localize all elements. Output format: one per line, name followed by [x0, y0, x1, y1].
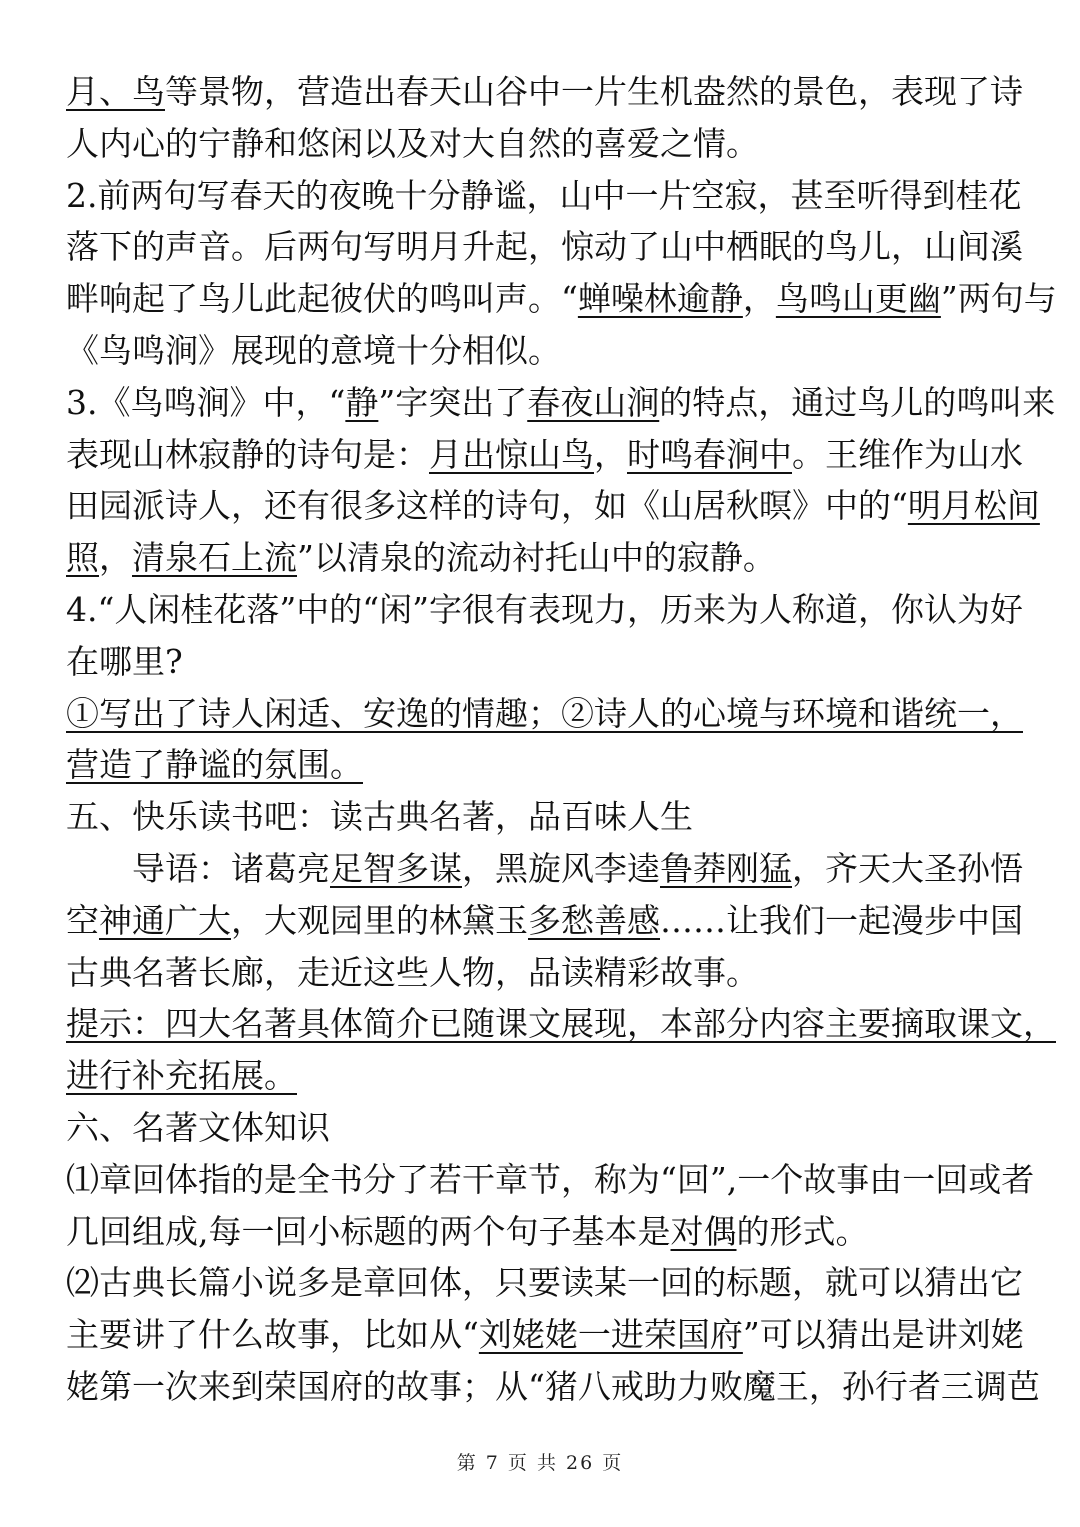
text-segment: 导语：诸葛亮 [132, 848, 330, 888]
underlined-answer: 鸟鸣山更幽 [775, 279, 941, 319]
underlined-answer: 神通广大 [99, 900, 231, 940]
text-segment: 人内心的宁静和悠闲以及对大自然的喜爱之情。 [66, 123, 759, 163]
text-line [66, 377, 1056, 429]
text-segment: 的特点，通过鸟儿的鸣叫来 [659, 382, 1056, 422]
text-line [66, 1361, 1040, 1413]
underlined-answer: 刘姥姥一进荣国府 [478, 1315, 743, 1355]
text-segment: 等景物，营造出春天山谷中一片生机盎然的景色，表现了诗 [165, 72, 1023, 111]
text-line [66, 947, 1016, 999]
text-line [66, 273, 1057, 325]
text-segment: 在哪里? [66, 641, 183, 681]
text-line [66, 532, 1016, 584]
underlined-answer: 多愁善感 [528, 900, 660, 940]
underlined-answer: 照 [66, 538, 99, 578]
text-line [66, 739, 1016, 791]
text-segment: 畔响起了鸟儿此起彼伏的鸣叫声。“ [66, 279, 578, 319]
text-segment: 空 [66, 900, 99, 940]
text-segment: 古典名著长廊，走近这些人物，品读精彩故事。 [66, 952, 759, 992]
text-segment: 的形式。 [736, 1211, 869, 1251]
underlined-answer: 鲁莽刚猛 [660, 848, 792, 888]
underlined-answer: 进行补充拓展。 [66, 1056, 297, 1096]
text-segment: 3.《鸟鸣涧》中，“ [66, 382, 346, 422]
underlined-answer: 月出惊山鸟 [429, 434, 594, 474]
text-segment: 提示：四大名著具体简介已随课文展现，本部分内容主要摘取课文， [66, 1004, 1056, 1044]
text-segment: 表现山林寂静的诗句是： [66, 434, 429, 474]
underlined-answer: 时鸣春涧中 [627, 434, 792, 474]
text-segment: ”字突出了 [378, 382, 528, 422]
text-line [66, 325, 1016, 377]
underlined-answer: 对偶 [670, 1211, 737, 1251]
underlined-answer: 足智多谋 [330, 848, 462, 888]
text-segment: ⑵古典长篇小说多是章回体，只要读某一回的标题，就可以猜出它 [66, 1263, 1023, 1303]
text-segment: 《鸟鸣涧》展现的意境十分相似。 [66, 330, 561, 370]
text-segment: ， [99, 538, 132, 578]
text-line [66, 688, 1023, 740]
text-segment: 落下的声音。后两句写明月升起，惊动了山中栖眠的鸟儿，山间溪 [66, 227, 1023, 267]
text-segment: ”以清泉的流动衬托山中的寂静。 [297, 538, 776, 578]
page-footer: 第 7 页 共 26 页 [456, 1452, 624, 1474]
text-line [66, 480, 1040, 532]
text-line [66, 118, 1016, 170]
underlined-answer: 蝉噪林逾静 [577, 279, 743, 319]
text-line [66, 998, 1056, 1050]
text-segment: ”两句与 [940, 279, 1057, 319]
text-segment: 4.“人闲桂花落”中的“闲”字很有表现力，历来为人称道，你认为好 [66, 589, 1023, 629]
text-segment: ①写出了诗人闲适、安逸的情趣；②诗人的心境与环境和谐统一， [66, 693, 1023, 733]
text-line [66, 1050, 1016, 1102]
text-segment: 主要讲了什么故事，比如从“ [66, 1315, 479, 1355]
document-body [66, 66, 1057, 1413]
text-line [66, 791, 1016, 843]
text-line [66, 895, 1023, 947]
text-line [66, 1102, 1016, 1154]
text-segment: ……让我们一起漫步中国 [660, 900, 1023, 940]
text-line [66, 1257, 1023, 1309]
text-segment: ， [594, 434, 627, 474]
text-segment: 五、快乐读书吧：读古典名著，品百味人生 [66, 797, 693, 837]
underlined-answer: 静 [345, 382, 379, 422]
underlined-answer: 营造了静谧的氛围。 [66, 745, 363, 785]
text-line [66, 221, 1023, 273]
text-line [66, 170, 1022, 222]
underlined-answer: 清泉石上流 [132, 538, 297, 578]
text-line [66, 429, 1023, 481]
text-segment: ”可以猜出是讲刘姥 [742, 1315, 1024, 1355]
text-line [66, 1309, 1024, 1361]
text-segment: ，黑旋风李逵 [462, 848, 660, 888]
underlined-answer: 月、鸟 [66, 72, 165, 111]
text-segment: ，大观园里的林黛玉 [231, 900, 528, 940]
text-line [66, 843, 1023, 895]
text-segment: 几回组成,每一回小标题的两个句子基本是 [66, 1211, 671, 1251]
text-line [66, 1154, 1035, 1206]
underlined-answer: 明月松间 [907, 486, 1040, 526]
text-segment: 田园派诗人，还有很多这样的诗句，如《山居秋暝》中的“ [66, 486, 908, 526]
text-segment: 2.前两句写春天的夜晚十分静谧，山中一片空寂，甚至听得到桂花 [66, 175, 1022, 215]
text-line [66, 636, 1016, 688]
text-line [66, 584, 1023, 636]
text-segment: 六、名著文体知识 [66, 1107, 330, 1147]
underlined-answer: 春夜山涧 [527, 382, 660, 422]
text-line [66, 1206, 1016, 1258]
text-segment: 姥第一次来到荣国府的故事；从“猪八戒助力败魔王，孙行者三调芭 [66, 1366, 1040, 1406]
text-line [66, 66, 1023, 118]
text-segment: ，齐天大圣孙悟 [792, 848, 1023, 888]
text-segment: 。王维作为山水 [792, 434, 1023, 474]
text-segment: ， [742, 279, 776, 319]
text-segment: ⑴章回体指的是全书分了若干章节，称为“回”,一个故事由一回或者 [66, 1159, 1035, 1199]
